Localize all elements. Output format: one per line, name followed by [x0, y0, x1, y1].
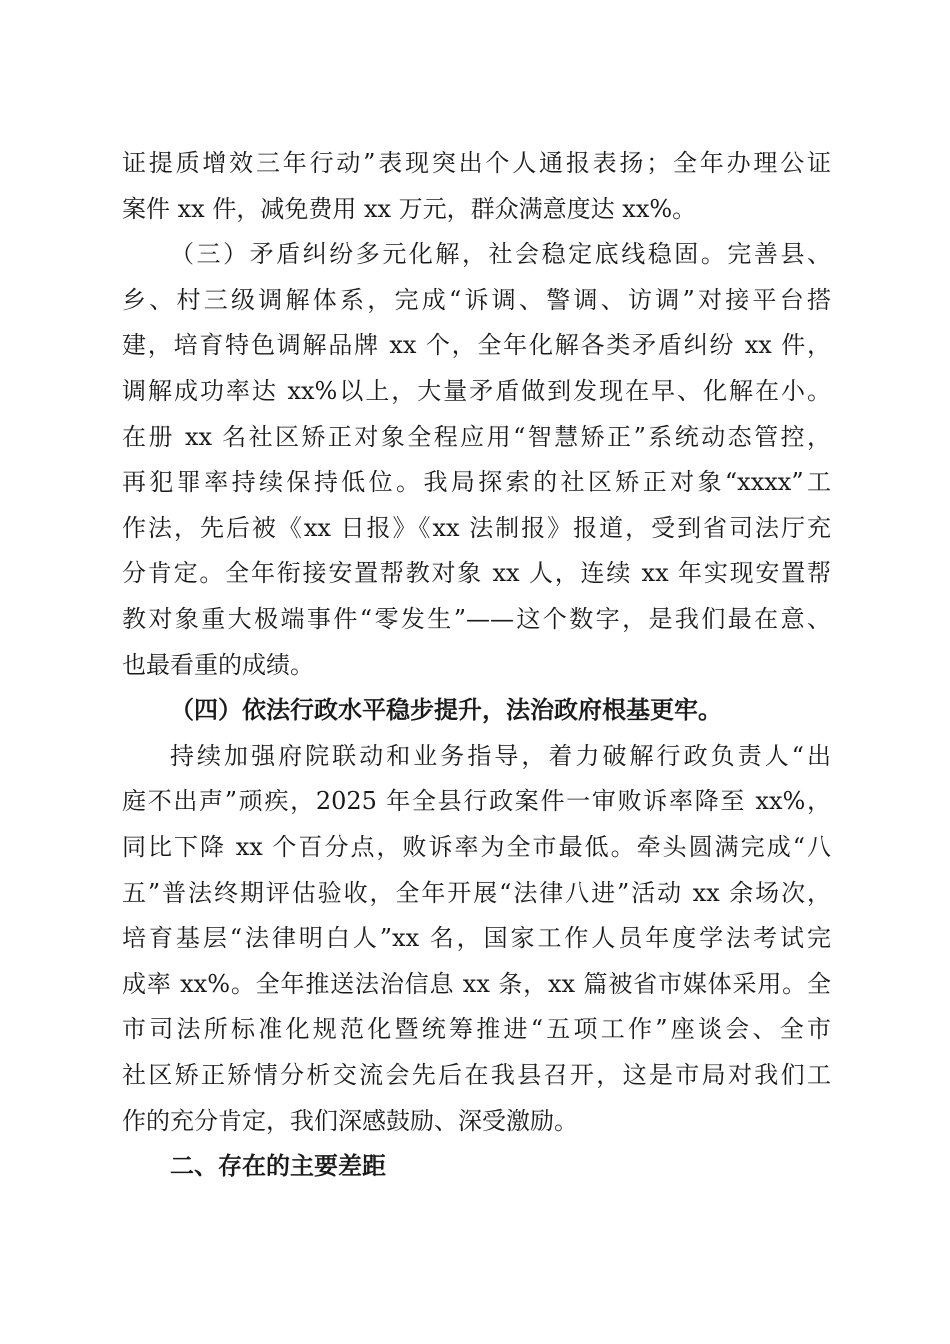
paragraph-line: 分肯定。全年衔接安置帮教对象 xx 人，连续 xx 年实现安置帮: [122, 559, 831, 587]
paragraph-line: 作的充分肯定，我们深感鼓励、深受激励。: [122, 1107, 578, 1135]
paragraph-line: 证提质增效三年行动”表现突出个人通报表扬；全年办理公证: [122, 149, 831, 177]
section-heading-line: （四）依法行政水平稳步提升，法治政府根基更牢。: [170, 695, 722, 724]
paragraph-line: 作法，先后被《xx 日报》《xx 法制报》报道，受到省司法厅充: [122, 514, 831, 542]
paragraph-line: 教对象重大极端事件“零发生”——这个数字，是我们最在意、: [122, 605, 831, 633]
paragraph-line: 乡、村三级调解体系，完成“诉调、警调、访调”对接平台搭: [122, 286, 831, 314]
paragraph-line: 再犯罪率持续保持低位。我局探索的社区矫正对象“xxxx”工: [122, 468, 831, 496]
paragraph-line: 建，培育特色调解品牌 xx 个，全年化解各类矛盾纠纷 xx 件，: [122, 331, 831, 359]
paragraph-line: 持续加强府院联动和业务指导，着力破解行政负责人“出: [170, 742, 831, 770]
paragraph-line: 庭不出声”顽疾，2025 年全县行政案件一审败诉率降至 xx%，: [122, 787, 831, 815]
paragraph-line: 培育基层“法律明白人”xx 名，国家工作人员年度学法考试完: [122, 924, 831, 952]
paragraph-line: 市司法所标准化规范化暨统筹推进“五项工作”座谈会、全市: [122, 1015, 831, 1043]
paragraph-line: 案件 xx 件，减免费用 xx 万元，群众满意度达 xx%。: [122, 195, 697, 223]
paragraph-line: 也最看重的成绩。: [122, 651, 314, 679]
paragraph-line: 社区矫正矫情分析交流会先后在我县召开，这是市局对我们工: [122, 1061, 831, 1089]
paragraph-line: 五”普法终期评估验收，全年开展“法律八进”活动 xx 余场次，: [122, 879, 831, 907]
paragraph-line: 同比下降 xx 个百分点，败诉率为全市最低。牵头圆满完成“八: [122, 833, 831, 861]
paragraph-line: 成率 xx%。全年推送法治信息 xx 条，xx 篇被省市媒体采用。全: [122, 970, 831, 998]
chapter-heading: 二、存在的主要差距: [170, 1152, 386, 1180]
paragraph-line: 在册 xx 名社区矫正对象全程应用“智慧矫正”系统动态管控，: [122, 423, 831, 451]
paragraph-line: 调解成功率达 xx%以上，大量矛盾做到发现在早、化解在小。: [122, 377, 831, 405]
section-heading-line: （三）矛盾纠纷多元化解，社会稳定底线稳固。完善县、: [170, 240, 831, 268]
